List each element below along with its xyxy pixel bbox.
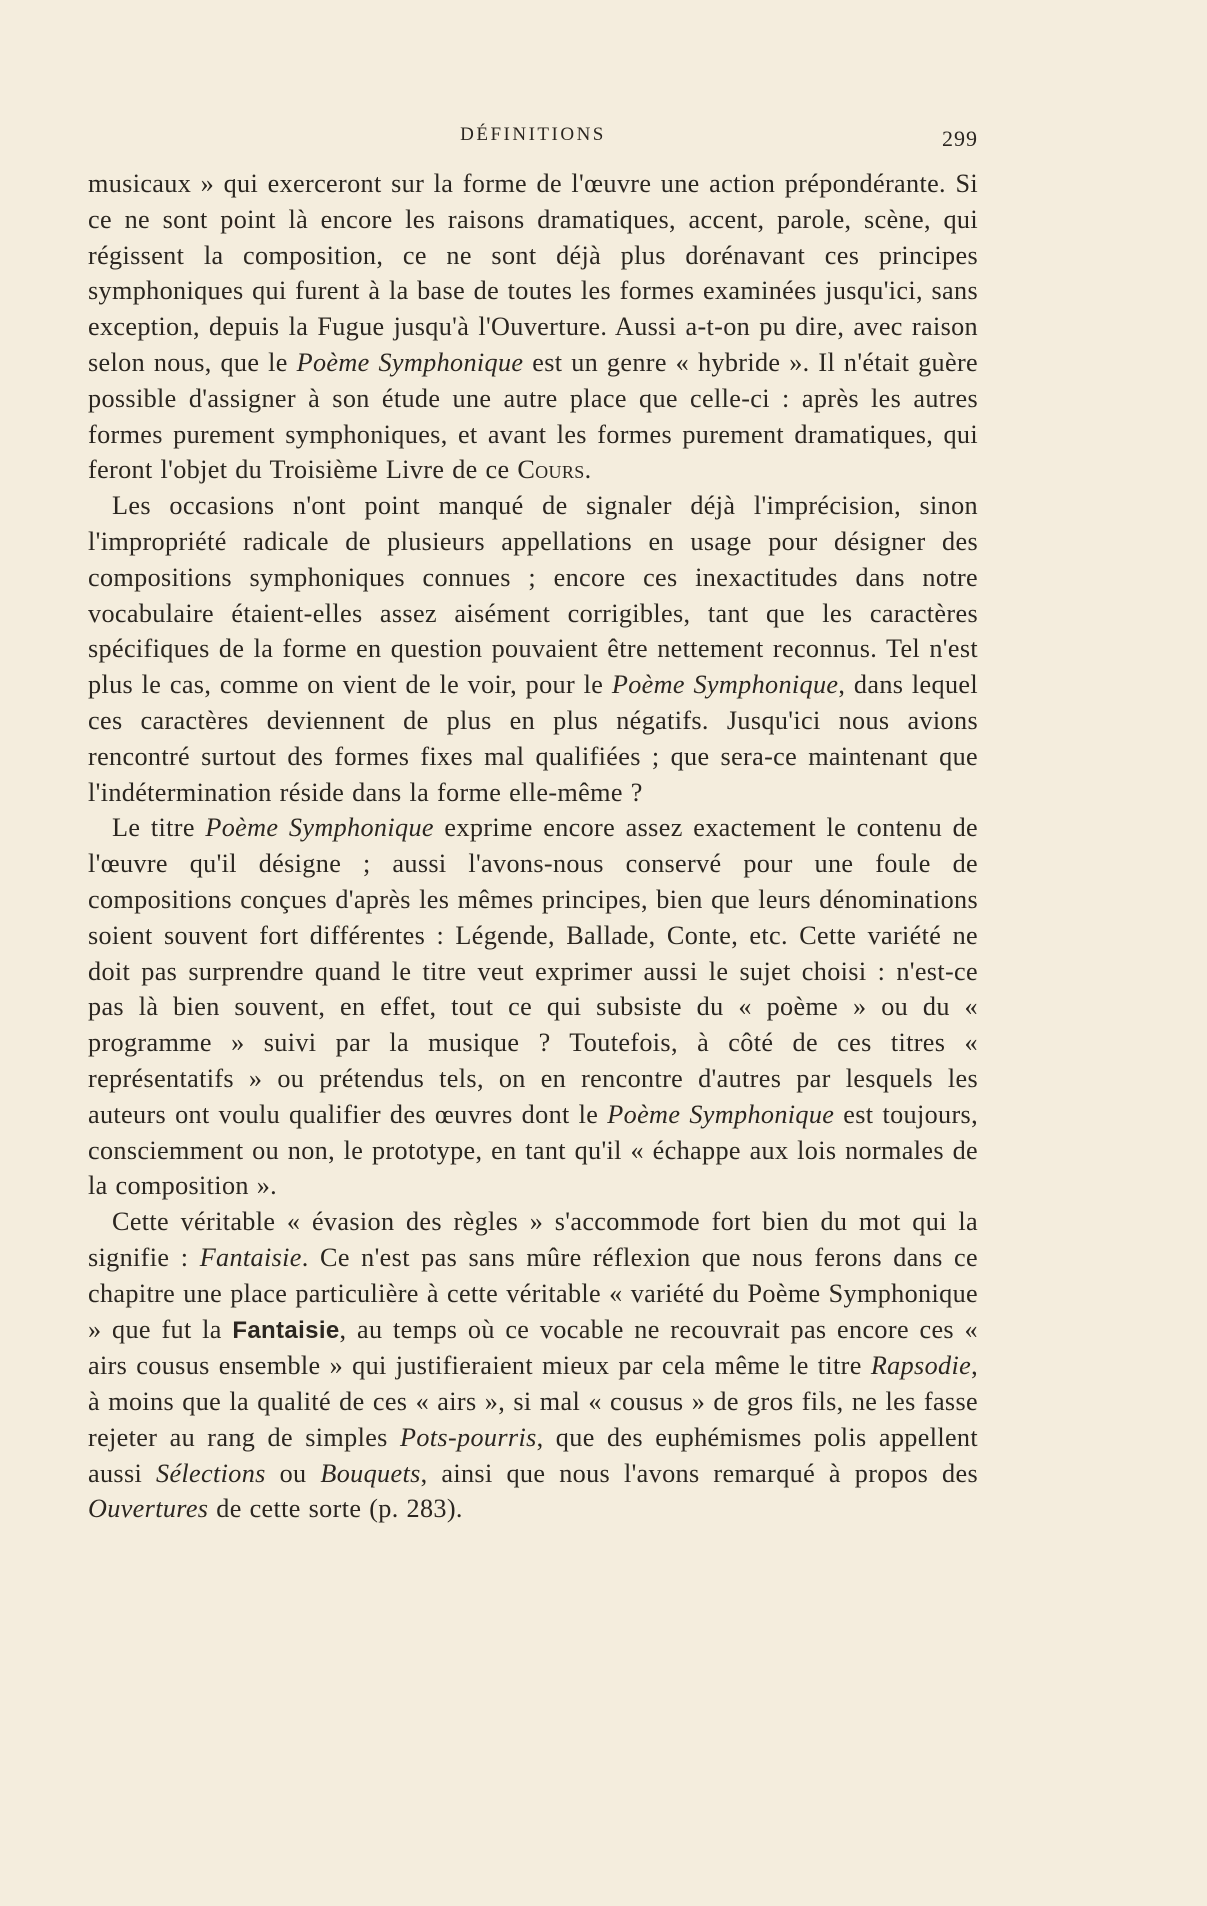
- text-run: . Ce n'est pas sans mûre réflexion que nous ferons dans ce chapitre une place particulière à cette véritable « variété du Poème Symphonique » que fut la: [88, 1242, 978, 1344]
- text-run: de cette sorte (p. 283).: [208, 1494, 463, 1524]
- italic-run: Bouquets: [320, 1458, 421, 1488]
- text-run: , au temps où ce vocable ne recouvrait pas encore ces « airs cousus ensemble » qui justifieraient mieux par cela même le titre: [88, 1314, 978, 1381]
- text-run: .: [584, 455, 592, 485]
- text-run: , à moins que la qualité de ces « airs », si mal « cousus » de gros fils, ne les fasse rejeter au rang de simples: [88, 1351, 978, 1452]
- text-run: ou: [265, 1458, 321, 1488]
- text-run: Cette véritable « évasion des règles » s'accommode fort bien du mot qui la signifie :: [88, 1207, 978, 1272]
- text-run: Le titre: [112, 813, 206, 843]
- small-caps-run: Cours: [517, 455, 585, 485]
- italic-run: Pots-pourris: [400, 1422, 537, 1452]
- text-run: , que des euphémismes polis appellent aussi: [88, 1422, 978, 1488]
- text-run: musicaux » qui exerceront sur la forme de l'œuvre une action prépondérante. Si ce ne sont point là encore les raisons dramatiques, accent, parole, scène, qui régissent la composition, ce ne sont déjà plus dorénavant ces principes symphoniques qui furent à la base de toutes les formes examinées jusqu'ici, sans exception, depuis la Fugue jusqu'à l'Ouverture. Aussi a-t-on pu dire, avec raison selon nous, que le: [88, 169, 978, 377]
- italic-run: Rapsodie: [870, 1351, 972, 1381]
- paragraph-4: [88, 1204, 978, 1527]
- italic-run: Poème Symphonique: [611, 670, 839, 700]
- text-run: exprime encore assez exactement le contenu de l'œuvre qu'il désigne ; aussi l'avons-nous conservé pour une foule de compositions conçues d'après les mêmes principes, bien que leurs dénominations soient souvent fort différentes : Légende, Ballade, Conte, etc. Cette variété ne doit pas surprendre quand le titre veut exprimer aussi le sujet choisi : n'est-ce pas là bien souvent, en effet, tout ce qui subsiste du « poème » ou du « programme » suivi par la musique ? Toutefois, à côté de ces titres « représentatifs » ou prétendus tels, on en rencontre d'autres par lesquels les auteurs ont voulu qualifier des œuvres dont le: [88, 813, 978, 1129]
- text-run: Les occasions n'ont point manqué de signaler déjà l'imprécision, sinon l'impropriété radicale de plusieurs appellations en usage pour désigner des compositions symphoniques connues ; encore ces inexactitudes dans notre vocabulaire étaient-elles assez aisément corrigibles, tant que les caractères spécifiques de la forme en question pouvaient être nettement reconnus. Tel n'est plus le cas, comme on vient de le voir, pour le: [88, 491, 978, 700]
- bold-run: Fantaisie: [232, 1316, 340, 1344]
- page-number: 299: [942, 126, 978, 151]
- text-run: est un genre « hybride ». Il n'était guère possible d'assigner à son étude une autre place que celle-ci : après les autres formes purement symphoniques, et avant les formes purement dramatiques, qui feront l'objet du Troisième Livre de ce: [88, 347, 978, 485]
- text-run: , dans lequel ces caractères deviennent de plus en plus négatifs. Jusqu'ici nous avions rencontré surtout des formes fixes mal qualifiées ; que sera-ce maintenant que l'indétermination réside dans la forme elle-même ?: [88, 670, 978, 807]
- italic-run: Poème Symphonique: [607, 1099, 835, 1129]
- paragraph-3: [88, 810, 978, 1204]
- text-run: , ainsi que nous l'avons remarqué à propos des: [420, 1458, 979, 1488]
- italic-run: Fantaisie: [199, 1242, 302, 1272]
- italic-run: Sélections: [156, 1458, 266, 1488]
- paragraph-2: [88, 488, 978, 810]
- paragraph-1: [88, 166, 978, 488]
- body-text: [88, 166, 978, 1527]
- italic-run: Poème Symphonique: [296, 347, 524, 377]
- running-title: DÉFINITIONS: [460, 124, 606, 145]
- italic-run: Poème Symphonique: [205, 813, 434, 843]
- running-head: [88, 124, 978, 154]
- italic-run: Ouvertures: [88, 1494, 209, 1524]
- text-run: est toujours, consciemment ou non, le prototype, en tant qu'il « échappe aux lois normales de la composition ».: [88, 1099, 978, 1201]
